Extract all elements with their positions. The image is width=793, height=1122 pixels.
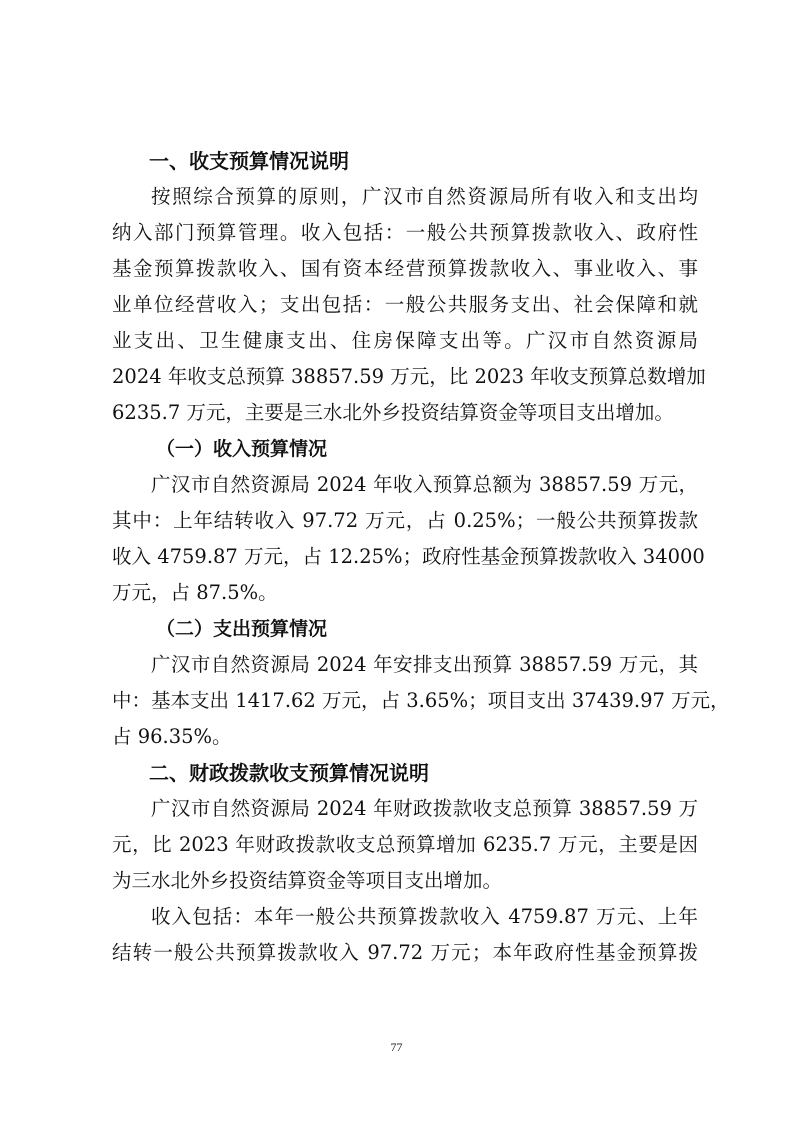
body-paragraph bbox=[112, 791, 698, 899]
paragraph-line: 6235.7 万元，主要是三水北外乡投资结算资金等项目支出增加。 bbox=[112, 401, 674, 424]
paragraph-line: 按照综合预算的原则，广汉市自然资源局所有收入和支出均 bbox=[151, 185, 698, 208]
paragraph-line: 纳入部门预算管理。收入包括：一般公共预算拨款收入、政府性 bbox=[112, 221, 698, 244]
subsection-heading: （一）收入预算情况 bbox=[156, 438, 328, 460]
subsection-heading: （二）支出预算情况 bbox=[156, 618, 328, 640]
section-heading: 一、收支预算情况说明 bbox=[149, 149, 349, 173]
body-paragraph bbox=[112, 467, 705, 611]
paragraph-line: 收入包括：本年一般公共预算拨款收入 4759.87 万元、上年 bbox=[151, 905, 698, 928]
paragraph-line: 广汉市自然资源局 2024 年收入预算总额为 38857.59 万元， bbox=[151, 473, 698, 496]
body-paragraph bbox=[112, 179, 706, 431]
paragraph-line: 万元，占 87.5%。 bbox=[112, 581, 278, 604]
paragraph-line: 广汉市自然资源局 2024 年财政拨款收支总预算 38857.59 万 bbox=[151, 797, 698, 820]
paragraph-line: 中：基本支出 1417.62 万元，占 3.65%；项目支出 37439.97 万元， bbox=[112, 689, 730, 712]
paragraph-line: 为三水北外乡投资结算资金等项目支出增加。 bbox=[112, 869, 503, 892]
paragraph-line: 其中：上年结转收入 97.72 万元，占 0.25%；一般公共预算拨款 bbox=[112, 509, 698, 532]
paragraph-line: 广汉市自然资源局 2024 年安排支出预算 38857.59 万元，其 bbox=[151, 653, 698, 676]
page-number: 77 bbox=[390, 1040, 403, 1054]
paragraph-line: 2024 年收支总预算 38857.59 万元，比 2023 年收支预算总数增加 bbox=[112, 365, 706, 388]
section-heading: 二、财政拨款收支预算情况说明 bbox=[149, 761, 429, 785]
paragraph-line: 基金预算拨款收入、国有资本经营预算拨款收入、事业收入、事 bbox=[112, 257, 698, 280]
paragraph-line: 业单位经营收入；支出包括：一般公共服务支出、社会保障和就 bbox=[112, 293, 698, 316]
paragraph-line: 占 96.35%。 bbox=[112, 725, 232, 748]
document-body bbox=[112, 143, 730, 971]
body-paragraph bbox=[112, 899, 698, 971]
paragraph-line: 收入 4759.87 万元，占 12.25%；政府性基金预算拨款收入 34000 bbox=[112, 545, 705, 568]
paragraph-line: 结转一般公共预算拨款收入 97.72 万元；本年政府性基金预算拨 bbox=[112, 941, 698, 964]
paragraph-line: 业支出、卫生健康支出、住房保障支出等。广汉市自然资源局 bbox=[112, 329, 698, 352]
paragraph-line: 元，比 2023 年财政拨款收支总预算增加 6235.7 万元，主要是因 bbox=[112, 833, 698, 856]
body-paragraph bbox=[112, 647, 730, 755]
